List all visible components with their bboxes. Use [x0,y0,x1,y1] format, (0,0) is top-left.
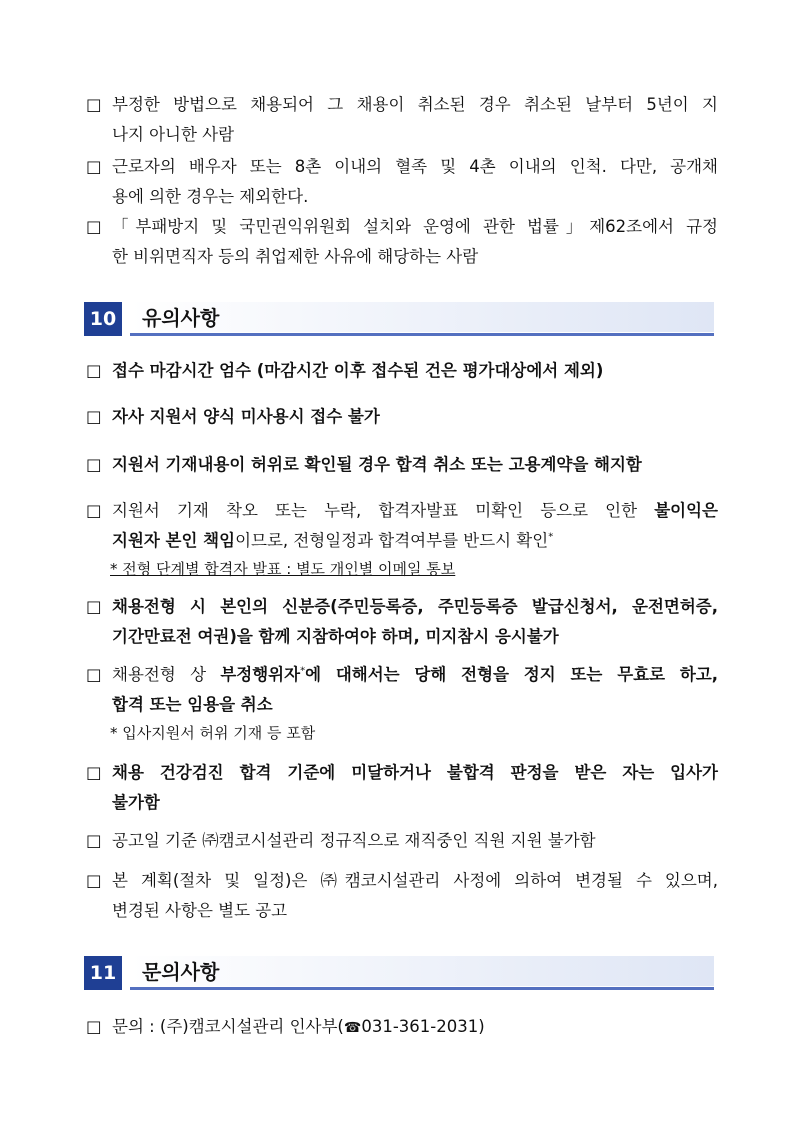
checkbox-bullet: □ [86,763,102,782]
section-header-10 [84,302,714,336]
list-item [86,212,718,272]
item-text: 공고일 기준 ㈜캠코시설관리 정규직으로 재직중인 직원 지원 불가함 [112,831,596,850]
checkbox-bullet: □ [86,871,102,890]
item-text: 나지 아니한 사람 [112,125,235,144]
list-item [86,356,718,386]
item-text: 「부패방지 및 국민권익위원회 설치와 운영에 관한 법률」제62조에서 규정 [112,217,718,236]
item-text: 변경된 사항은 별도 공고 [112,901,288,920]
item-text: 불가함 [112,793,160,812]
checkbox-bullet: □ [86,831,102,850]
emphasis: 에 대해서는 당해 전형을 정지 또는 무효로 하고, [305,665,718,684]
phone-icon: ☎ [343,1020,362,1036]
list-item [86,592,718,652]
checkbox-bullet: □ [86,361,102,380]
item-text: 본 계획(절차 및 일정)은 ㈜캠코시설관리 사정에 의하여 변경될 수 있으며, [112,871,718,890]
footnote: * 입사지원서 허위 기재 등 포함 [110,724,316,742]
list-item [86,152,718,212]
section-title: 유의사항 [142,306,220,330]
item-text: 지원자 본인 책임이므로, 전형일정과 합격여부를 반드시 확인* [112,531,554,550]
emphasis: 지원자 본인 책임 [112,531,236,550]
section-number: 10 [84,302,122,336]
list-item [86,758,718,818]
item-text: 부정한 방법으로 채용되어 그 채용이 취소된 경우 취소된 날부터 5년이 지 [112,95,718,114]
item-text: 자사 지원서 양식 미사용시 접수 불가 [112,407,380,426]
list-item [86,496,718,556]
item-text: 지원서 기재내용이 허위로 확인될 경우 합격 취소 또는 고용계약을 해지함 [112,455,642,474]
checkbox-bullet: □ [86,407,102,426]
section-header-11 [84,956,714,990]
item-text: 합격 또는 임용을 취소 [112,695,273,714]
emphasis: 불이익은 [654,501,718,520]
checkbox-bullet: □ [86,597,102,616]
checkbox-bullet: □ [86,455,102,474]
item-text: 근로자의 배우자 또는 8촌 이내의 혈족 및 4촌 이내의 인척. 다만, 공개채 [112,157,718,176]
footnote-mark: * [548,531,554,543]
list-item [86,402,718,432]
list-item [86,866,718,926]
phone-number: 031-361-2031) [361,1017,485,1036]
item-text: 한 비위면직자 등의 취업제한 사유에 해당하는 사람 [112,247,479,266]
list-item [86,450,718,480]
item-text: 채용 건강검진 합격 기준에 미달하거나 불합격 판정을 받은 자는 입사가 [112,763,718,782]
list-item [86,826,718,856]
emphasis: 부정행위자 [220,665,301,684]
section-title: 문의사항 [142,960,220,984]
section-number: 11 [84,956,122,990]
contact-item [86,1012,718,1043]
footnote: * 전형 단계별 합격자 발표 : 별도 개인별 이메일 통보 [110,560,456,578]
checkbox-bullet: □ [86,1017,102,1036]
item-text: 접수 마감시간 엄수 (마감시간 이후 접수된 건은 평가대상에서 제외) [112,361,604,380]
footnote-mark: * [300,665,306,677]
checkbox-bullet: □ [86,157,102,176]
item-text: 채용전형 시 본인의 신분증(주민등록증, 주민등록증 발급신청서, 운전면허증, [112,597,718,616]
item-text: 용에 의한 경우는 제외한다. [112,187,309,206]
item-text: 기간만료전 여권)을 함께 지참하여야 하며, 미지참시 응시불가 [112,627,559,646]
contact-text: 문의 : (주)캠코시설관리 인사부(☎031-361-2031) [112,1017,485,1036]
item-text: 채용전형 상 부정행위자*에 대해서는 당해 전형을 정지 또는 무효로 하고, [112,665,718,684]
checkbox-bullet: □ [86,665,102,684]
checkbox-bullet: □ [86,217,102,236]
list-item [86,660,718,720]
checkbox-bullet: □ [86,95,102,114]
checkbox-bullet: □ [86,501,102,520]
item-text: 지원서 기재 착오 또는 누락, 합격자발표 미확인 등으로 인한 불이익은 [112,501,718,520]
list-item [86,90,718,150]
